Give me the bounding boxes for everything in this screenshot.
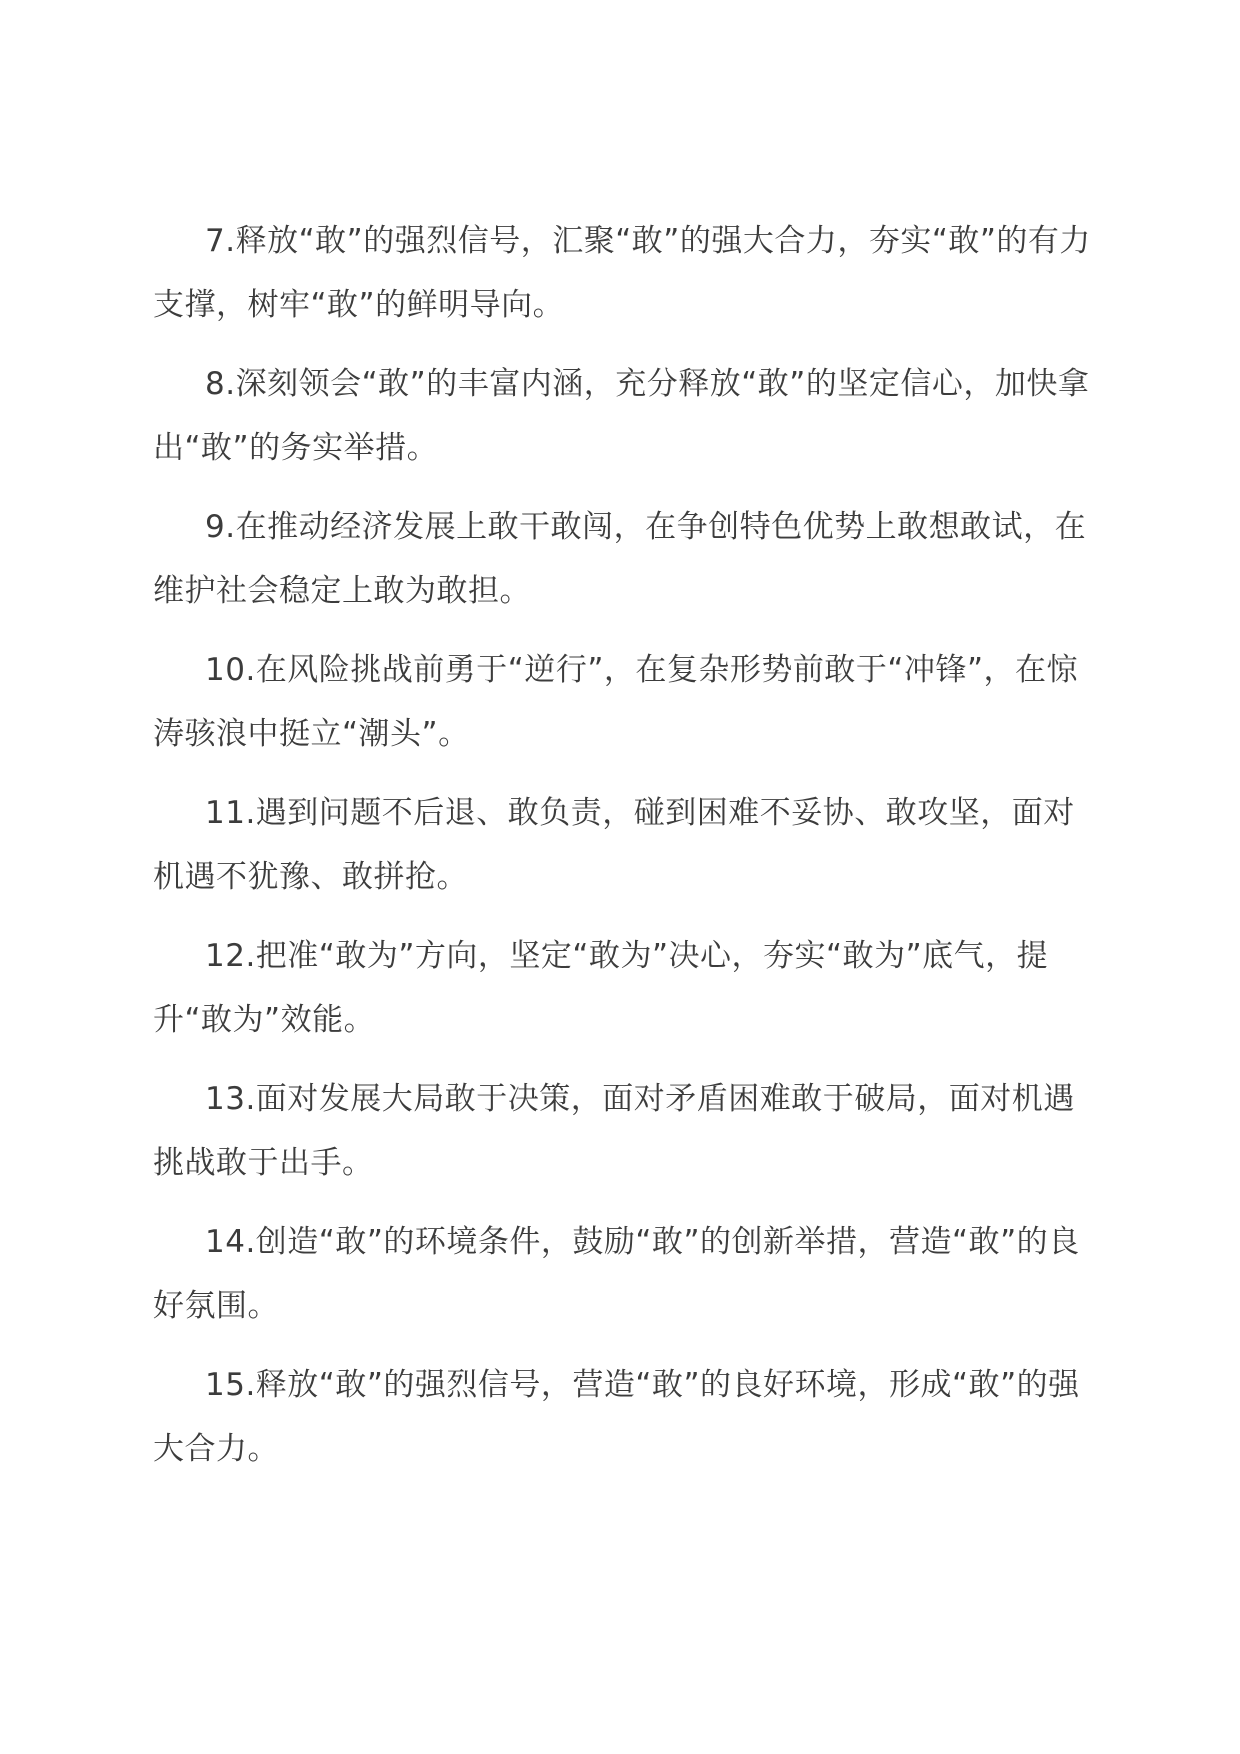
document-body	[153, 209, 1103, 1496]
paragraph-14: 14.创造“敢”的环境条件，鼓励“敢”的创新举措，营造“敢”的良好氛围。	[153, 1224, 1080, 1324]
paragraph-8: 8.深刻领会“敢”的丰富内涵，充分释放“敢”的坚定信心，加快拿出“敢”的务实举措。	[153, 366, 1090, 466]
paragraph-7: 7.释放“敢”的强烈信号，汇聚“敢”的强大合力，夯实“敢”的有力支撑，树牢“敢”的鲜明导向。	[153, 223, 1091, 323]
paragraph-15: 15.释放“敢”的强烈信号，营造“敢”的良好环境，形成“敢”的强大合力。	[153, 1367, 1080, 1467]
paragraph-13: 13.面对发展大局敢于决策，面对矛盾困难敢于破局，面对机遇挑战敢于出手。	[153, 1081, 1075, 1181]
paragraph-11: 11.遇到问题不后退、敢负责，碰到困难不妥协、敢攻坚，面对机遇不犹豫、敢拼抢。	[153, 795, 1075, 895]
paragraph-9: 9.在推动经济发展上敢干敢闯，在争创特色优势上敢想敢试，在维护社会稳定上敢为敢担。	[153, 509, 1087, 609]
paragraph-12: 12.把准“敢为”方向，坚定“敢为”决心，夯实“敢为”底气，提升“敢为”效能。	[153, 938, 1049, 1038]
paragraph-10: 10.在风险挑战前勇于“逆行”，在复杂形势前敢于“冲锋”，在惊涛骇浪中挺立“潮头”。	[153, 652, 1079, 752]
